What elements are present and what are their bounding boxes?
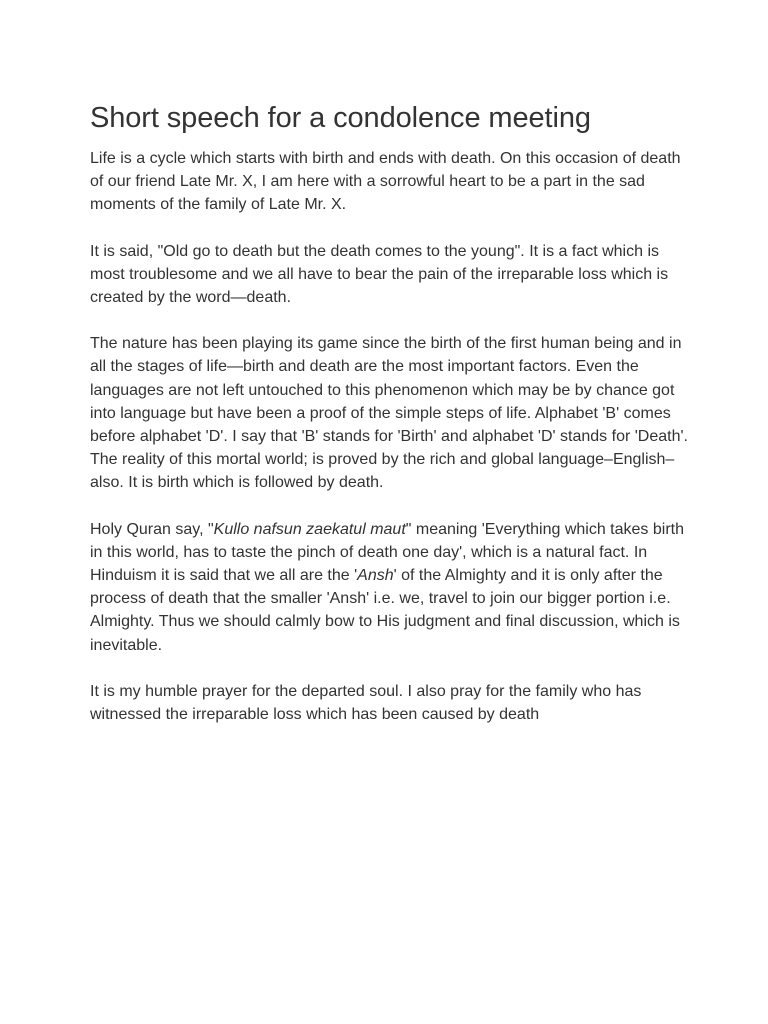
paragraph-religion-text-1: Holy Quran say, " xyxy=(90,520,214,538)
document-page xyxy=(90,100,690,749)
paragraph-nature: The nature has been playing its game since the birth of the first human being and in all the stages of life—birth and death are the most important factors. Even the languages are not left untouched to this phenomenon which may be by chance got into language but have been a proof of the simple steps of life. Alphabet 'B' comes before alphabet 'D'. I say that 'B' stands for 'Birth' and alphabet 'D' stands for 'Death'. The reality of this mortal world; is proved by the rich and global language–English–also. It is birth which is followed by death. xyxy=(90,335,688,492)
paragraph-religion-text-3: ' of the Almighty and it is only after the process of death that the smaller 'Ansh' i.e. we, travel to join our bigger portion i.e. Almighty. Thus we should calmly bow to His judgment and final discussion, which is inevitable. xyxy=(90,567,680,654)
ansh-term: Ansh xyxy=(357,567,394,585)
quran-quote: Kullo nafsun zaekatul maut xyxy=(213,520,406,538)
page-title: Short speech for a condolence meeting xyxy=(90,102,591,134)
paragraph-prayer: It is my humble prayer for the departed soul. I also pray for the family who has witnessed the irreparable loss which has been caused by death xyxy=(90,682,642,724)
paragraph-saying: It is said, "Old go to death but the death comes to the young". It is a fact which is most troublesome and we all have to bear the pain of the irreparable loss which is created by the word—death. xyxy=(90,242,669,307)
paragraph-religion xyxy=(90,518,690,657)
paragraph-religion-text-2: " meaning 'Everything which takes birth in this world, has to taste the pinch of death one day', which is a natural fact. In Hinduism it is said that we all are the ' xyxy=(90,520,684,585)
paragraph-intro: Life is a cycle which starts with birth and ends with death. On this occasion of death of our friend Late Mr. X, I am here with a sorrowful heart to be a part in the sad moments of the family of Late Mr. X. xyxy=(90,150,681,214)
